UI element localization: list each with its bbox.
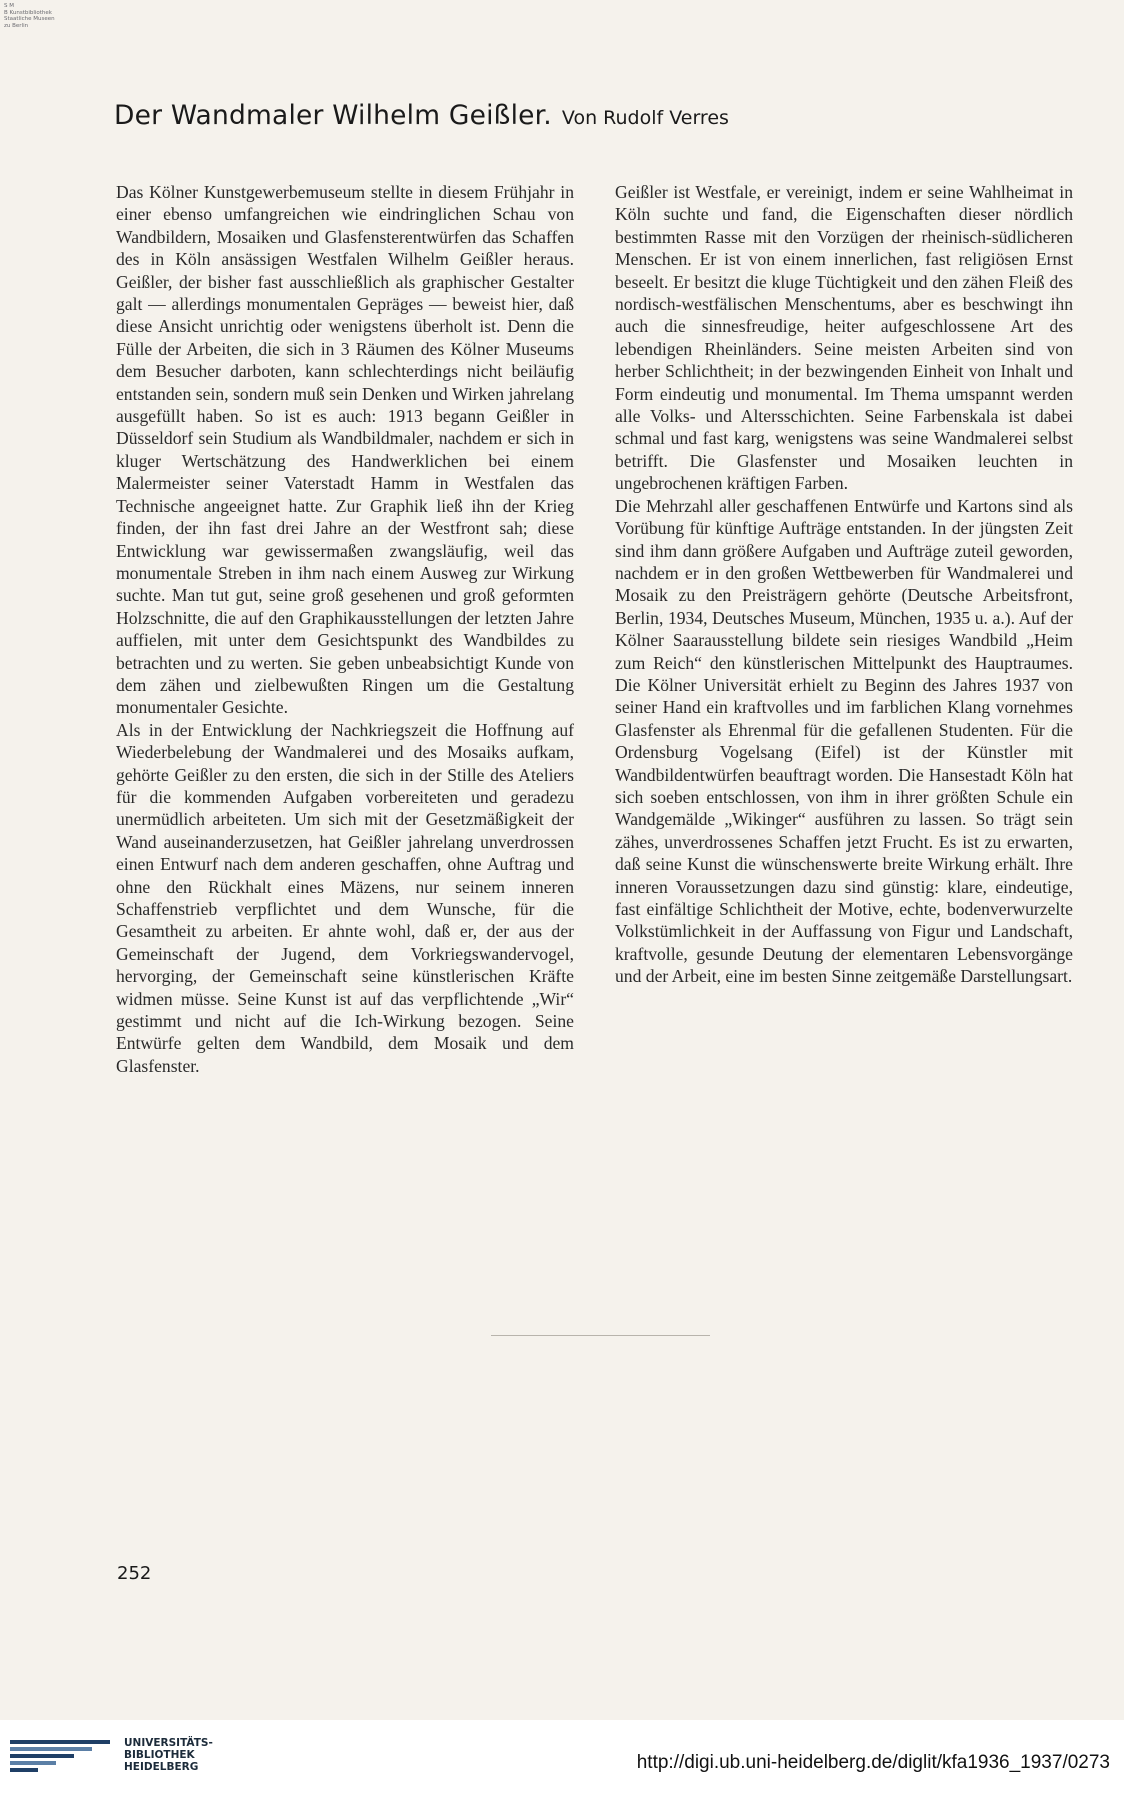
stamp-line: B Kunstbibliothek <box>4 9 52 16</box>
article-header <box>114 100 729 131</box>
article-byline: Von Rudolf Verres <box>561 107 729 129</box>
library-name-line: BIBLIOTHEK <box>124 1749 195 1761</box>
left-column <box>116 181 574 1077</box>
page-number: 252 <box>117 1563 152 1584</box>
paragraph: Als in der Entwicklung der Nachkriegszeit die Hoffnung auf Wiederbelebung der Wandmalerei und des Mosaiks aufkam, gehörte Geißler zu den ersten, die sich in der Stille des Ateliers für die kommenden Aufgaben vorbereiteten und geradezu unermüdlich arbeiteten. Um sich mit der Gesetzmäßigkeit der Wand auseinanderzusetzen, hat Geißler jahrelang unverdrossen einen Entwurf nach dem anderen geschaffen, ohne Auftrag und ohne den Rückhalt eines Mäzens, nur seinem inneren Schaffenstrieb verpflichtet und dem Wunsche, für die Gesamtheit zu arbeiten. Er ahnte wohl, daß er, der aus der Gemeinschaft der Jugend, dem Vorkriegswandervogel, hervorging, der Gemeinschaft seine künstlerischen Kräfte widmen müsse. Seine Kunst ist auf das verpflichtende „Wir“ gestimmt und nicht auf die Ich-Wirkung bezogen. Seine Entwürfe gelten dem Wandbild, dem Mosaik und dem Glasfenster. <box>116 719 574 1076</box>
library-stamp <box>4 3 55 29</box>
stamp-line: Staatliche Museen <box>4 16 55 22</box>
university-library-logo <box>8 1736 118 1780</box>
stamp-line: S M <box>4 3 14 9</box>
paragraph: Geißler ist Westfale, er vereinigt, indem er seine Wahlheimat in Köln suchte und fand, die Eigenschaften dieser nördlich bestimmten Rasse mit den Vorzügen der rheinisch-südlicheren Menschen. Er ist von einem innerlichen, fast religiösen Ernst beseelt. Er besitzt die kluge Tüchtigkeit und den zähen Fleiß des nordisch-westfälischen Menschentums, aber es beschwingt ihn auch die sinnesfreudige, heiter aufgeschlossene Art des lebendigen Rheinländers. Seine meisten Arbeiten sind von herber Schlichtheit; in der bezwingenden Einheit von Inhalt und Form eindeutig und monumental. Im Thema umspannt werden alle Volks- und Altersschichten. Seine Farbenskala ist dabei schmal und fast karg, wenigstens was seine Wandmalerei selbst betrifft. Die Glasfenster und Mosaiken leuchten in ungebrochenen kräftigen Farben. <box>615 182 1073 494</box>
library-name <box>124 1737 213 1773</box>
paragraph: Das Kölner Kunstgewerbemuseum stellte in diesem Frühjahr in einer ebenso umfangreichen wie eindringlichen Schau von Wandbildern, Mosaiken und Glasfensterentwürfen das Schaffen des in Köln ansässigen Westfalen Wilhelm Geißler heraus. Geißler, der bisher fast ausschließlich als graphischer Gestalter galt — allerdings monumentalen Gepräges — beweist hier, daß diese Ansicht unrichtig oder wenigstens überholt ist. Denn die Fülle der Arbeiten, die sich in 3 Räumen des Kölner Museums dem Besucher darboten, kann schlechterdings nicht beiläufig entstanden sein, sondern muß sein Denken und Wirken jahrelang ausgefüllt haben. So ist es auch: 1913 begann Geißler in Düsseldorf sein Studium als Wandbildmaler, nachdem er sich in kluger Wertschätzung des Handwerklichen bei einem Malermeister seiner Vaterstadt Hamm in Westfalen das Technische angeeignet hatte. Zur Graphik ließ ihn der Krieg finden, der ihn fast drei Jahre an der Westfront sah; diese Entwicklung war gewissermaßen zwangsläufig, weil das monumentale Streben in ihm nach einem Ausweg zur Wirkung suchte. Man tut gut, seine groß gesehenen und groß geformten Holzschnitte, die auf den Graphikausstellungen der letzten Jahre auffielen, mit unter dem Gesichtspunkt des Wandbildes zu betrachten und zu werten. Sie geben unbeabsichtigt Kunde von dem zähen und zielbewußten Ringen um die Gestaltung monumentaler Gesichte. <box>116 182 574 718</box>
article-title: Der Wandmaler Wilhelm Geißler. <box>114 100 552 131</box>
section-divider <box>491 1335 710 1336</box>
logo-stripes-icon <box>10 1740 110 1772</box>
footer-bar <box>0 1720 1124 1794</box>
source-url-link[interactable]: http://digi.ub.uni-heidelberg.de/diglit/kfa1936_1937/0273 <box>636 1752 1110 1773</box>
library-name-line: UNIVERSITÄTS- <box>124 1737 213 1749</box>
library-name-line: HEIDELBERG <box>124 1761 199 1773</box>
stamp-line: zu Berlin <box>4 22 29 29</box>
paragraph: Die Mehrzahl aller geschaffenen Entwürfe und Kartons sind als Vorübung für künftige Aufträge entstanden. In der jüngsten Zeit sind ihm dann größere Aufgaben und Aufträge zuteil geworden, nachdem er in den großen Wettbewerben für Wandmalerei und Mosaik zu den Preisträgern gehörte (Deutsche Arbeitsfront, Berlin, 1934, Deutsches Museum, München, 1935 u. a.). Auf der Kölner Saarausstellung bildete sein riesiges Wandbild „Heim zum Reich“ den künstlerischen Mittelpunkt des Hauptraumes. Die Kölner Universität erhielt zu Beginn des Jahres 1937 von seiner Hand ein kraftvolles und im farblichen Klang vornehmes Glasfenster als Ehrenmal für die gefallenen Studenten. Für die Ordensburg Vogelsang (Eifel) ist der Künstler mit Wandbildentwürfen beauftragt worden. Die Hansestadt Köln hat sich soeben entschlossen, von ihm in ihrer größten Schule ein Wandgemälde „Wikinger“ ausführen zu lassen. So trägt sein zähes, unverdrossenes Schaffen jetzt Frucht. Es ist zu erwarten, daß seine Kunst die wünschenswerte breite Wirkung erhält. Ihre inneren Voraussetzungen dazu sind günstig: klare, eindeutige, fast einfältige Schlichtheit der Motive, echte, bodenverwurzelte Volkstümlichkeit in der Auffassung von Figur und Landschaft, kraftvolle, gesunde Deutung der elementaren Lebensvorgänge und der Arbeit, eine im besten Sinne zeitgemäße Darstellungsart. <box>615 495 1073 987</box>
right-column <box>615 181 1073 988</box>
